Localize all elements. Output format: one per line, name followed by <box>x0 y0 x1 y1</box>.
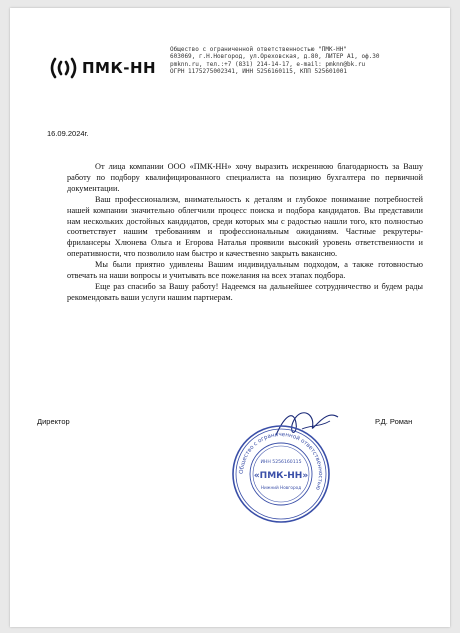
requisites-line: 603069, г.Н.Новгород, ул.Ореховская, д.80, ЛИТЕР А1, оф.30 <box>170 53 380 61</box>
letter-page <box>10 8 450 627</box>
company-stamp <box>230 423 332 525</box>
company-requisites <box>170 46 425 76</box>
wave-signal-icon <box>48 57 78 79</box>
requisites-line: pmknn.ru, тел.:+7 (831) 214-14-17, e-mail: pmknn@bk.ru <box>170 60 366 68</box>
requisites-line: ОГРН 1175275002341, ИНН 5256160115, КПП 525601001 <box>170 68 348 76</box>
letter-date: 16.09.2024г. <box>47 129 89 138</box>
body-paragraph: Мы были приятно удивлены Вашим индивидуальным подходом, а также готовностью отвечать на наши вопросы и учитывать все пожелания на всех этапах подбора. <box>67 260 423 281</box>
signer-name: Р.Д. Роман <box>375 417 413 426</box>
logo-text: ПМК-НН <box>82 59 157 77</box>
body-paragraph: Еще раз спасибо за Вашу работу! Надеемся на дальнейшее сотрудничество и будем рады рекомендовать ваши услуги нашим партнерам. <box>67 281 423 302</box>
stamp-ring-text: Общество с ограниченной ответственностью <box>238 431 324 491</box>
stamp-inn: ИНН 5256160115 <box>260 460 302 465</box>
signer-position: Директор <box>37 417 70 426</box>
body-paragraph: Ваш профессионализм, внимательность к деталям и глубокое понимание потребностей нашей компании значительно облегчили процесс поиска и подбора кандидатов. Вы представили нам нескольких достойных кандидатов, среди которых мы с радостью нашли того, кто полностью соответствует нашим требованиям и профессиональным ожиданиям. Частные рекрутеры-фрилансеры Хлюнева Ольга и Егорова Наталья проявили высокий уровень ответственности и оперативности, что позволило нам быстро и качественно закрыть вакансию. <box>67 194 423 259</box>
stamp-city: Нижний Новгород <box>260 485 302 490</box>
letter-body <box>67 162 423 304</box>
company-logo <box>48 57 156 79</box>
stamp-center-text: «ПМК-НН» <box>253 471 309 481</box>
requisites-line: Общество с ограниченной ответственностью "ПМК-НН" <box>170 46 348 53</box>
body-paragraph: От лица компании ООО «ПМК-НН» хочу выразить искреннюю благодарность за Вашу работу по подбору квалифицированного специалиста на позицию бухгалтера по первичной документации. <box>67 162 423 193</box>
